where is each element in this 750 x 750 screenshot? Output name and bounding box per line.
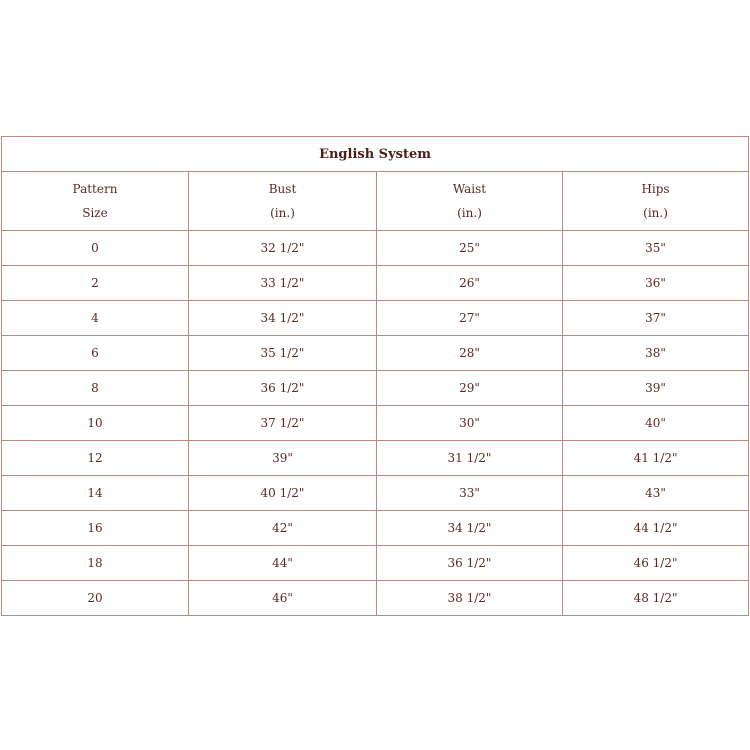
table-row [2,511,749,546]
cell-pattern-size: 20 [2,581,189,616]
cell-hips: 35" [563,231,749,266]
cell-waist: 29" [377,371,563,406]
cell-waist: 34 1/2" [377,511,563,546]
header-line: Waist [452,182,487,196]
cell-hips: 48 1/2" [563,581,749,616]
cell-waist: 38 1/2" [377,581,563,616]
cell-waist: 30" [377,406,563,441]
header-line: Pattern [72,182,118,196]
header-line: (in.) [643,206,668,220]
header-line: (in.) [457,206,482,220]
cell-pattern-size: 8 [2,371,189,406]
cell-bust: 46" [189,581,377,616]
table-row [2,336,749,371]
cell-pattern-size: 12 [2,441,189,476]
cell-hips: 39" [563,371,749,406]
table-body [2,231,749,616]
table-row [2,546,749,581]
cell-waist: 25" [377,231,563,266]
header-bust [189,172,377,231]
cell-hips: 40" [563,406,749,441]
cell-bust: 32 1/2" [189,231,377,266]
cell-bust: 34 1/2" [189,301,377,336]
table-title: English System [2,137,749,172]
header-line: Bust [268,182,297,196]
cell-bust: 40 1/2" [189,476,377,511]
cell-hips: 36" [563,266,749,301]
cell-pattern-size: 6 [2,336,189,371]
title-row [2,137,749,172]
cell-bust: 36 1/2" [189,371,377,406]
table-row [2,406,749,441]
header-pattern-size [2,172,189,231]
header-line: Size [82,206,108,220]
cell-hips: 41 1/2" [563,441,749,476]
cell-bust: 33 1/2" [189,266,377,301]
cell-hips: 38" [563,336,749,371]
cell-bust: 44" [189,546,377,581]
cell-waist: 33" [377,476,563,511]
table-row [2,266,749,301]
cell-pattern-size: 14 [2,476,189,511]
cell-hips: 44 1/2" [563,511,749,546]
cell-bust: 39" [189,441,377,476]
cell-waist: 36 1/2" [377,546,563,581]
cell-pattern-size: 2 [2,266,189,301]
cell-waist: 28" [377,336,563,371]
header-hips [563,172,749,231]
cell-pattern-size: 0 [2,231,189,266]
cell-hips: 46 1/2" [563,546,749,581]
table-row [2,441,749,476]
cell-waist: 26" [377,266,563,301]
cell-bust: 42" [189,511,377,546]
size-chart-table [1,136,749,616]
header-line: (in.) [270,206,295,220]
header-row [2,172,749,231]
table-row [2,581,749,616]
cell-waist: 31 1/2" [377,441,563,476]
table-row [2,371,749,406]
cell-waist: 27" [377,301,563,336]
header-line: Hips [641,182,670,196]
cell-hips: 43" [563,476,749,511]
table-row [2,476,749,511]
header-waist [377,172,563,231]
cell-bust: 35 1/2" [189,336,377,371]
table-row [2,301,749,336]
cell-pattern-size: 4 [2,301,189,336]
table-row [2,231,749,266]
cell-pattern-size: 10 [2,406,189,441]
cell-hips: 37" [563,301,749,336]
cell-pattern-size: 18 [2,546,189,581]
cell-pattern-size: 16 [2,511,189,546]
cell-bust: 37 1/2" [189,406,377,441]
